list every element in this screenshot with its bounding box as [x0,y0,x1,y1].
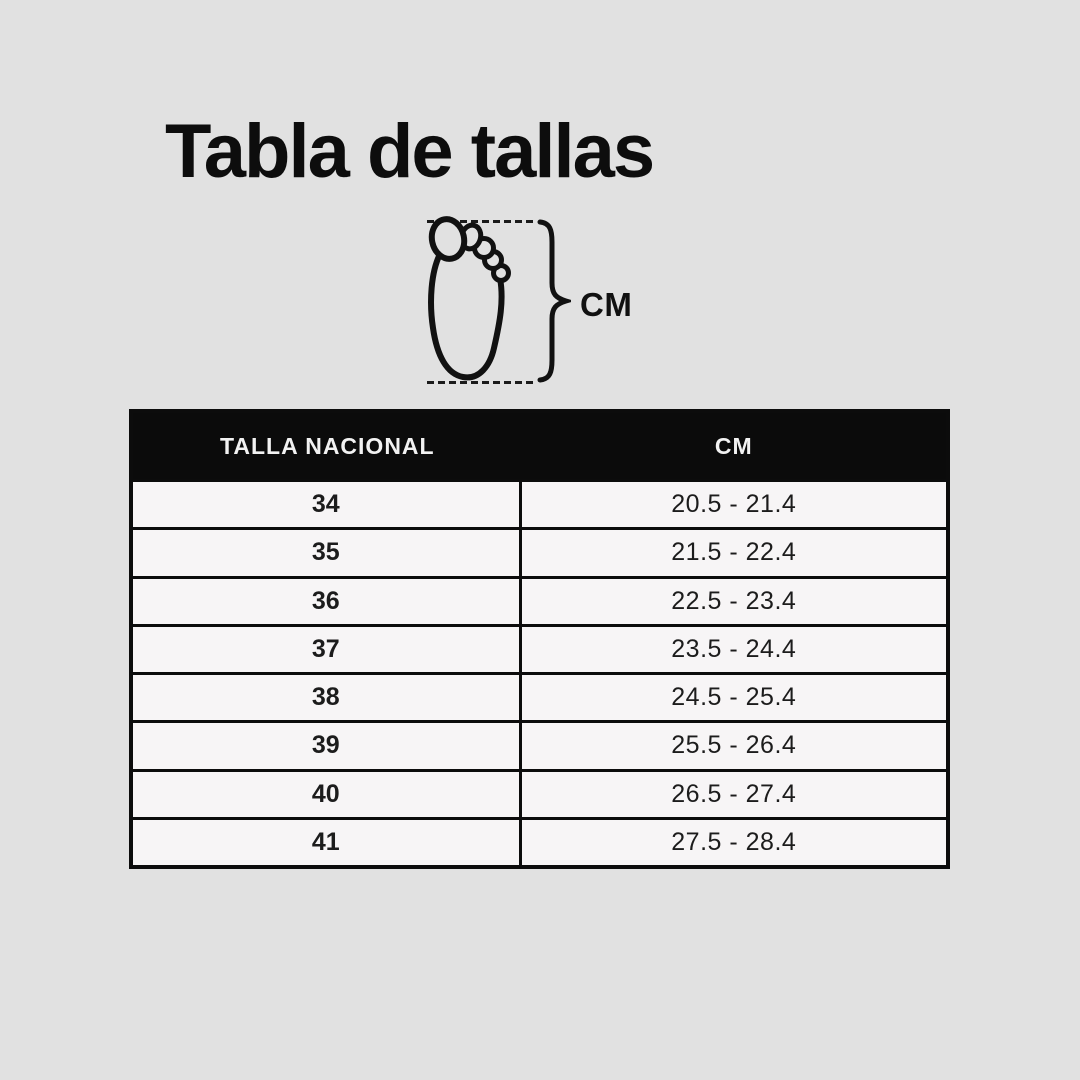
table-row [133,576,946,624]
foot-sole-icon [424,216,520,384]
table-row [133,769,946,817]
table-row [133,624,946,672]
cm-range-cell: 20.5 - 21.4 [671,490,797,519]
table-row [133,672,946,720]
size-cell: 39 [133,723,522,768]
cm-range-cell: 26.5 - 27.4 [671,779,797,808]
cm-range-cell: 24.5 - 25.4 [671,683,797,712]
size-cell: 41 [133,820,522,865]
page-title: Tabla de tallas [165,109,654,194]
cm-range-cell: 25.5 - 26.4 [671,731,797,760]
cm-measure-label: CM [580,286,633,323]
size-cell: 34 [133,482,522,527]
table-row [133,479,946,527]
header-col-cm: CM [714,432,753,459]
cm-range-cell: 23.5 - 24.4 [671,634,797,663]
header-col-talla-nacional: TALLA NACIONAL [220,432,435,459]
table-row [133,720,946,768]
size-cell: 38 [133,675,522,720]
cm-range-cell: 22.5 - 23.4 [671,586,797,615]
size-table [129,409,950,869]
curly-brace-icon [537,219,571,383]
size-cell: 40 [133,772,522,817]
table-row [133,527,946,575]
table-header-row [133,413,946,479]
cm-range-cell: 21.5 - 22.4 [671,538,797,567]
table-row [133,817,946,865]
size-cell: 36 [133,579,522,624]
size-cell: 35 [133,530,522,575]
cm-range-cell: 27.5 - 28.4 [671,827,797,856]
size-cell: 37 [133,627,522,672]
